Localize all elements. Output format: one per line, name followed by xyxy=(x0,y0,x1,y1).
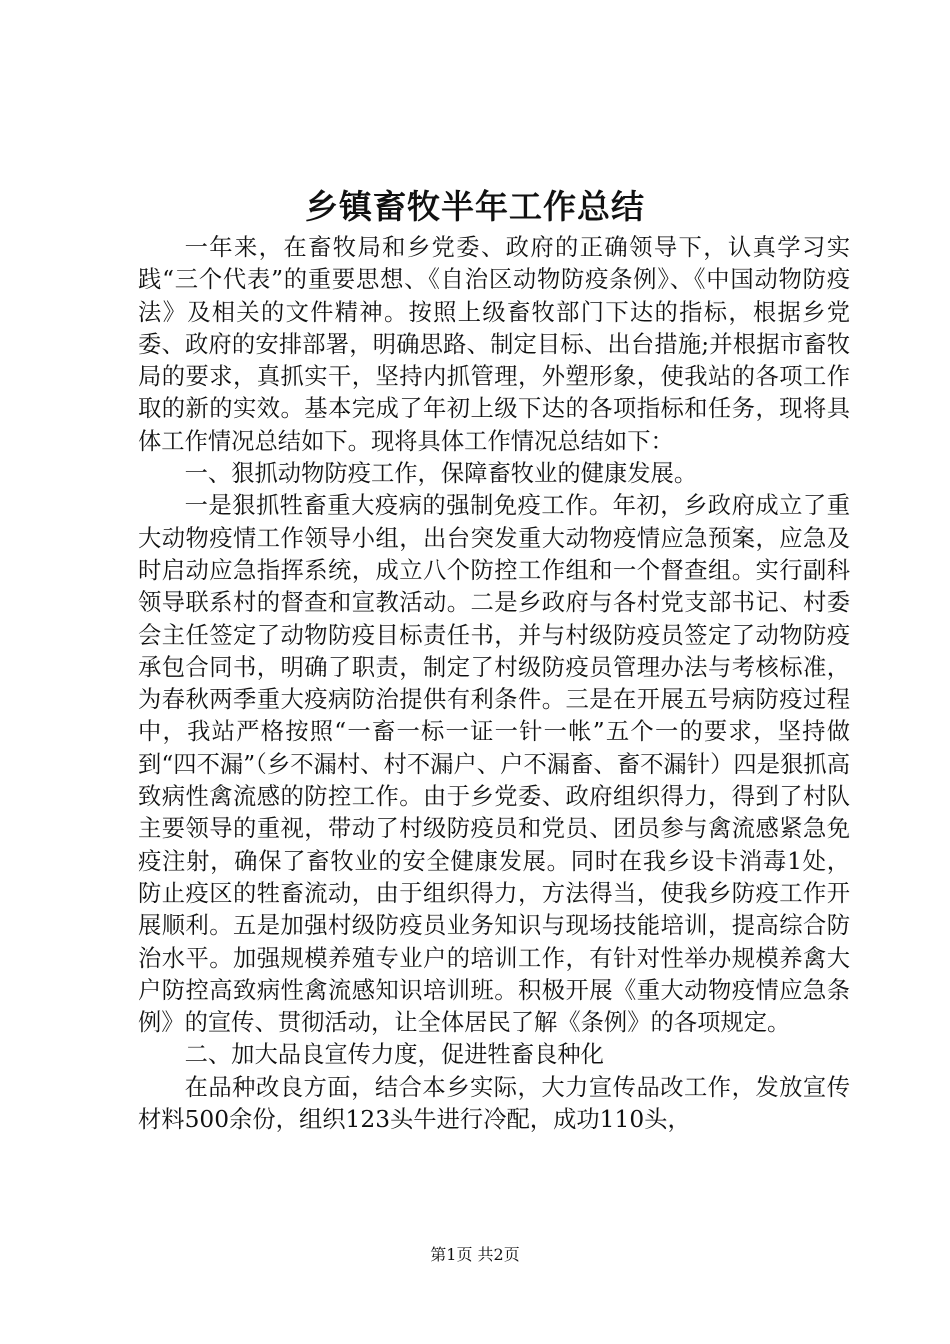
section-heading-2: 二、加大品良宣传力度，促进牲畜良种化 xyxy=(184,1041,604,1069)
paragraph-epidemic-prevention: 一是狠抓牲畜重大疫病的强制免疫工作。年初，乡政府成立了重大动物疫情工作领导小组，出台突发重大动物疫情应急预案，应急及时启动应急指挥系统，成立八个防控工作组和一个督查组。实行副科领导联系村的督查和宣教活动。二是乡政府与各村党支部书记、村委会主任签定了动物防疫目标责任书，并与村级防疫员签定了动物防疫承包合同书，明确了职责，制定了村级防疫员管理办法与考核标准，为春秋两季重大疫病防治提供有利条件。三是在开展五号病防疫过程中，我站严格按照“一畜一标一证一针一帐”五个一的要求，坚持做到“四不漏”（乡不漏村、村不漏户、户不漏畜、畜不漏针）四是狠抓高致病性禽流感的防控工作。由于乡党委、政府组织得力，得到了村队主要领导的重视，带动了村级防疫员和党员、团员参与禽流感紧急免疫注射，确保了畜牧业的安全健康发展。同时在我乡设卡消毒1处，防止疫区的牲畜流动，由于组织得力，方法得当，使我乡防疫工作开展顺利。五是加强村级防疫员业务知识与现场技能培训，提高综合防治水平。加强规模养殖专业户的培训工作，有针对性举办规模养禽大户防控高致病性禽流感知识培训班。积极开展《重大动物疫情应急条例》的宣传、贯彻活动，让全体居民了解《条例》的各项规定。 xyxy=(138,492,850,1037)
paragraph-breed-improvement: 在品种改良方面，结合本乡实际，大力宣传品改工作，发放宣传材料500余份，组织123头牛进行冷配，成功110头， xyxy=(138,1073,850,1134)
paragraph-intro: 一年来，在畜牧局和乡党委、政府的正确领导下，认真学习实践“三个代表”的重要思想、《自治区动物防疫条例》、《中国动物防疫法》及相关的文件精神。按照上级畜牧部门下达的指标，根据乡党委、政府的安排部署，明确思路、制定目标、出台措施;并根据市畜牧局的要求，真抓实干，坚持内抓管理，外塑形象，使我站的各项工作取的新的实效。基本完成了年初上级下达的各项指标和任务，现将具体工作情况总结如下。现将具体工作情况总结如下： xyxy=(138,234,850,455)
document-body xyxy=(138,232,850,1136)
document-title: 乡镇畜牧半年工作总结 xyxy=(305,187,645,226)
section-heading-1: 一、狠抓动物防疫工作，保障畜牧业的健康发展。 xyxy=(184,460,698,488)
page-footer: 第1页 共2页 xyxy=(430,1245,520,1264)
